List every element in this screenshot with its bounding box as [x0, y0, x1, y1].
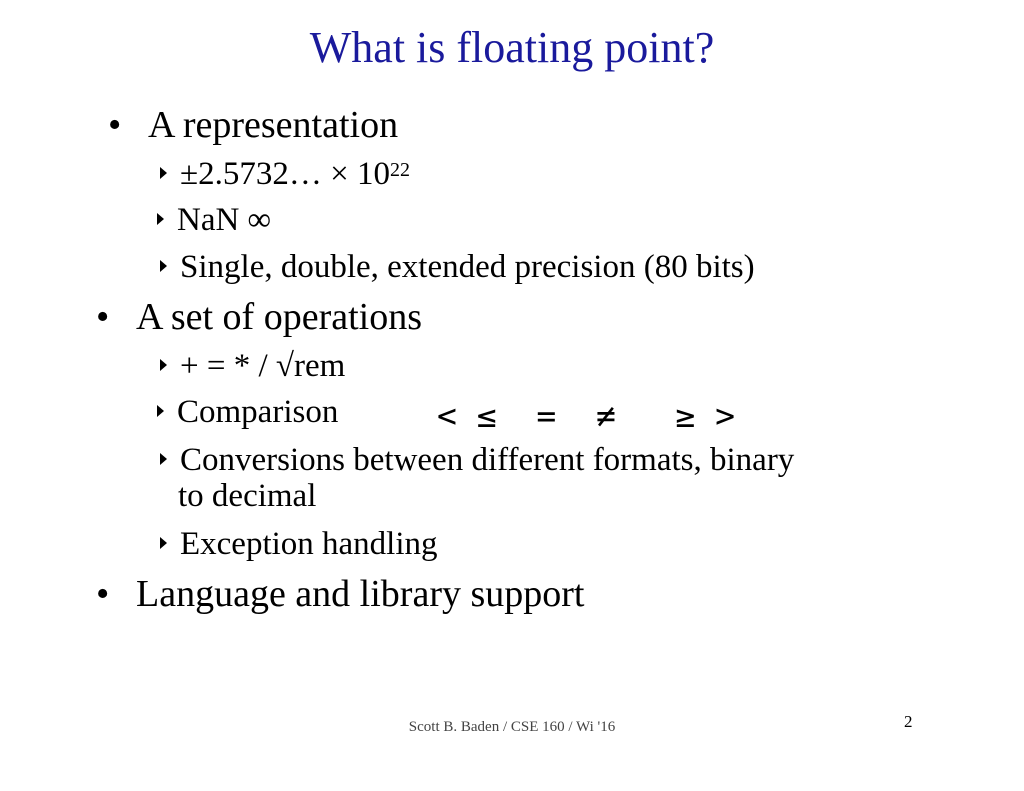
bullet-representation	[108, 103, 399, 147]
bullet-operations	[96, 295, 423, 339]
subitem-text: NaN ∞	[177, 202, 272, 238]
subitem-precision	[180, 248, 755, 286]
triangle-right-icon	[160, 537, 167, 549]
subitem-text: Single, double, extended precision (80 bits)	[180, 249, 755, 285]
bullet-text: A representation	[148, 104, 399, 146]
slide-footer: Scott B. Baden / CSE 160 / Wi '16	[408, 719, 616, 735]
triangle-right-icon	[160, 453, 167, 465]
subitem-text: Comparison	[177, 394, 339, 430]
page-number: 2	[904, 712, 913, 731]
bullet-dot: •	[96, 573, 110, 615]
triangle-right-icon	[160, 359, 167, 371]
subitem-exception-handling	[180, 525, 438, 563]
subitem-scientific-notation	[180, 155, 410, 193]
bullet-dot: •	[108, 104, 122, 146]
subitem-text: Exception handling	[180, 526, 438, 562]
bullet-dot: •	[96, 296, 110, 338]
subitem-text: + = * / √rem	[180, 348, 346, 384]
subitem-conversions	[180, 441, 794, 479]
exponent: 22	[389, 159, 410, 181]
subitem-arithmetic	[180, 347, 345, 385]
subitem-nan-infinity	[177, 201, 271, 239]
subitem-comparison	[177, 393, 338, 431]
subitem-text: ±2.5732… × 10	[180, 156, 390, 192]
bullet-text: Language and library support	[136, 573, 585, 615]
triangle-right-icon	[157, 405, 164, 417]
bullet-text: A set of operations	[136, 296, 423, 338]
subitem-conversions-continuation: to decimal	[178, 478, 317, 514]
bullet-language-support	[96, 572, 585, 616]
slide-title: What is floating point?	[309, 23, 715, 72]
triangle-right-icon	[160, 167, 167, 179]
comparison-symbols: < ≤ = ≠ ≥ >	[437, 396, 736, 435]
triangle-right-icon	[160, 260, 167, 272]
triangle-right-icon	[157, 213, 164, 225]
subitem-text: Conversions between different formats, binary	[180, 442, 795, 478]
